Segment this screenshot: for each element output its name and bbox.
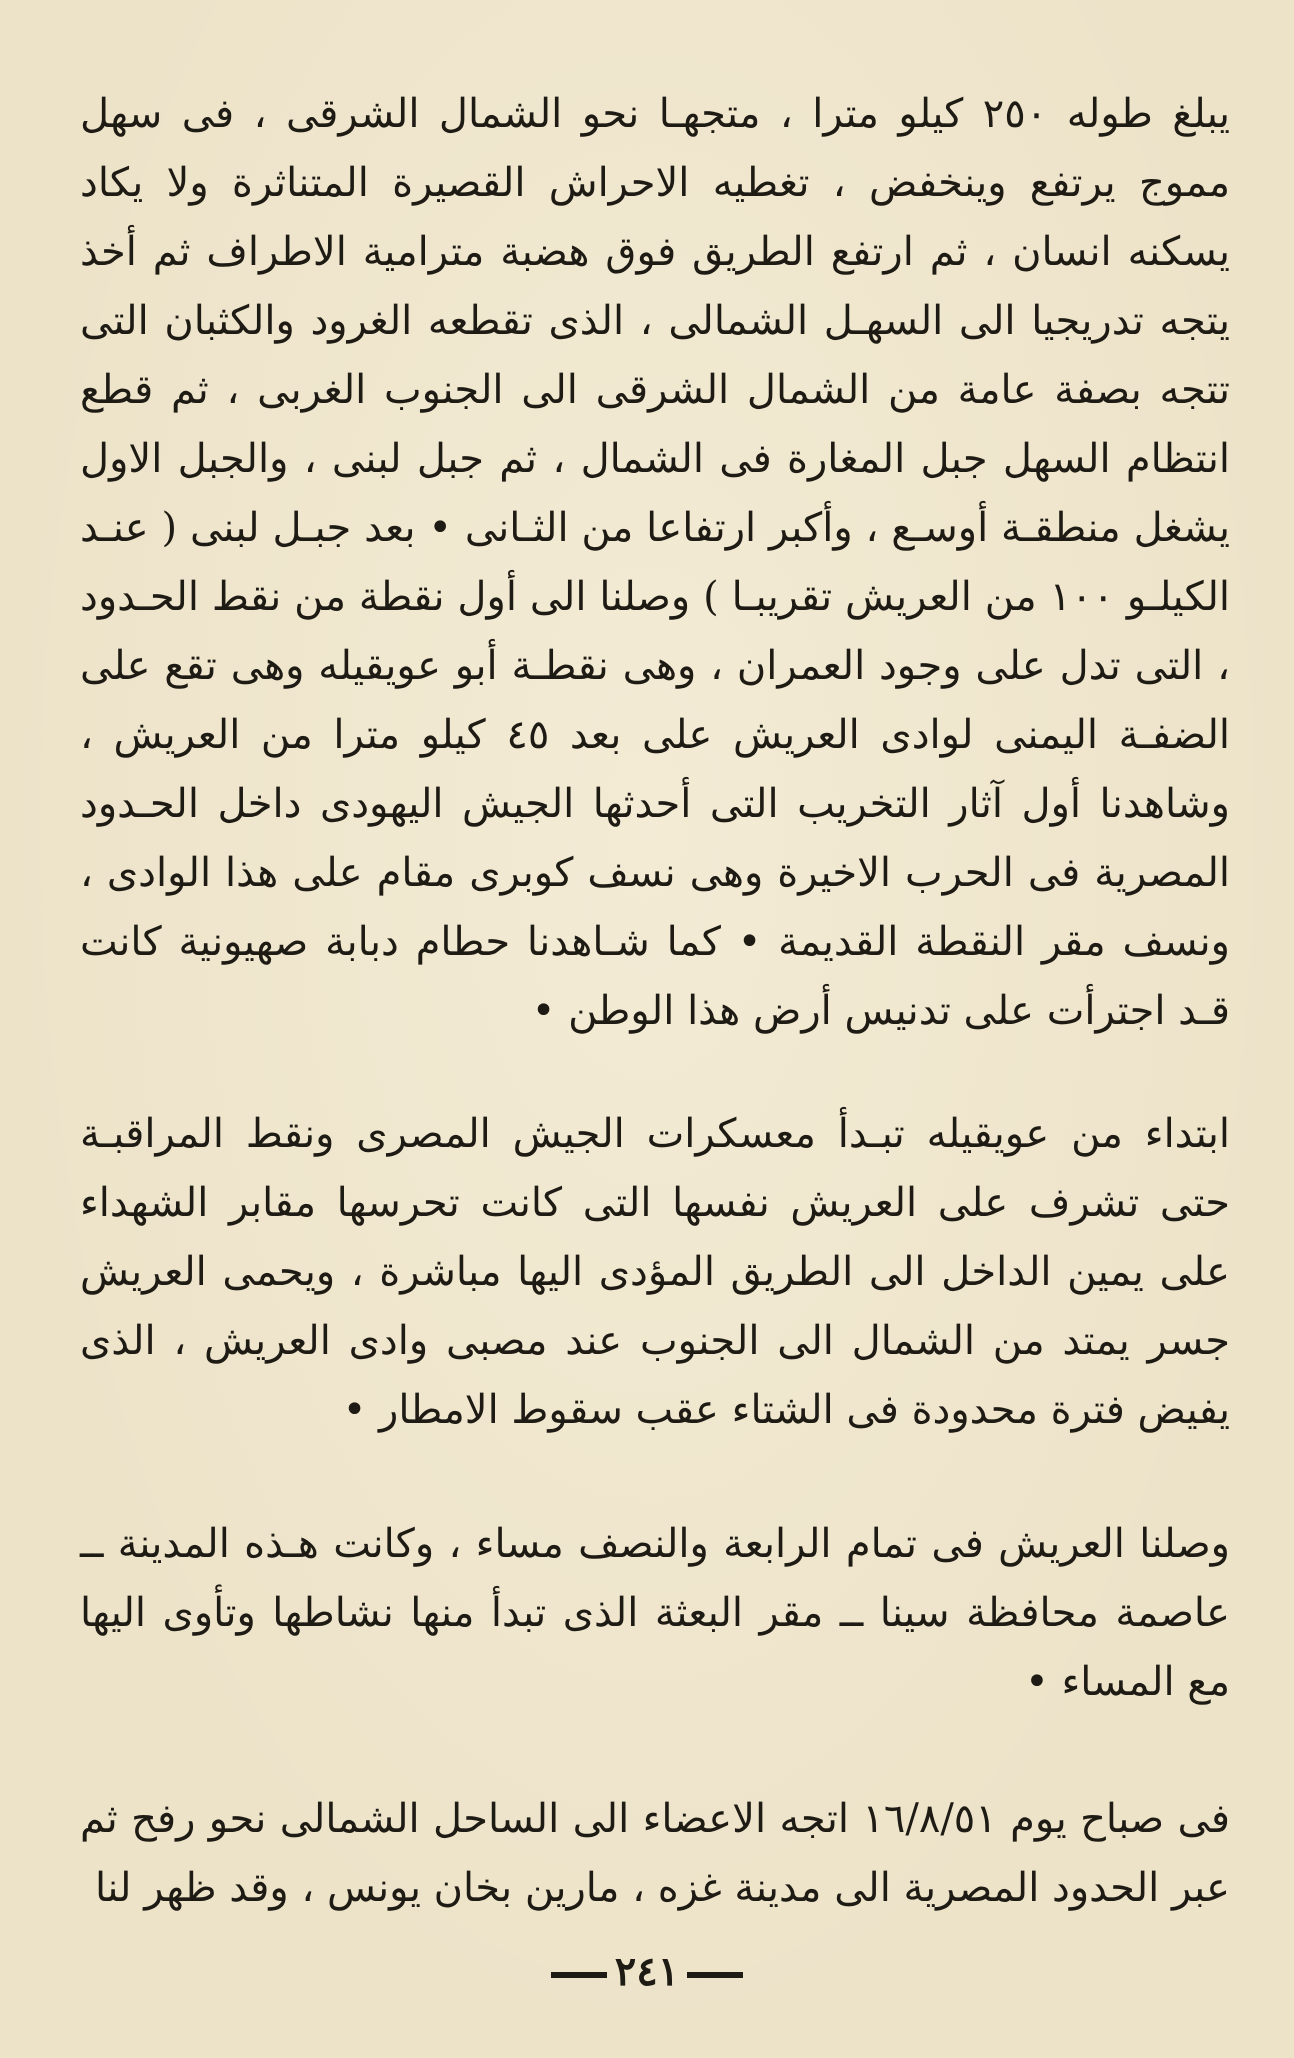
paragraph-3-text: وصلنا العريش فى تمام الرابعة والنصف مساء ، وكانت هـذه المدينة ــ عاصمة محافظة سينا ــ مقر البعثة الذى تبدأ منها نشاطها وتأوى اليها مع المساء • <box>80 1521 1230 1705</box>
dash-left <box>687 1972 743 1978</box>
paragraph-2 <box>80 1100 1230 1445</box>
paragraph-1 <box>80 80 1230 1046</box>
paragraph-1-text: يبلغ طوله ٢٥٠ كيلو مترا ، متجهـا نحو الشمال الشرقى ، فى سهل مموج يرتفع وينخفض ، تغطيه الاحراش القصيرة المتناثرة ولا يكاد يسكنه انسان ، ثم ارتفع الطريق فوق هضبة مترامية الاطراف ثم أخذ يتجه تدريجيا الى السهـل الشمالى ، الذى تقطعه الغرود والكثبان التى تتجه بصفة عامة من الشمال الشرقى الى الجنوب الغربى ، ثم قطع انتظام السهل جبل المغارة فى الشمال ، ثم جبل لبنى ، والجبل الاول يشغل منطقـة أوسـع ، وأكبر ارتفاعا من الثـانى • بعد جبـل لبنى ( عنـد الكيلـو ١٠٠ من العريش تقريبـا ) وصلنا الى أول نقطة من نقط الحـدود ، التى تدل على وجود العمران ، وهى نقطـة أبو عويقيله وهى تقع على الضفـة اليمنى لوادى العريش على بعد ٤٥ كيلو مترا من العريش ، وشاهدنا أول آثار التخريب التى أحدثها الجيش اليهودى داخل الحـدود المصرية فى الحرب الاخيرة وهى نسف كوبرى مقام على هذا الوادى ، ونسف مقر النقطة القديمة • كما شـاهدنا حطام دبابة صهيونية كانت قـد اجترأت على تدنيس أرض هذا الوطن • <box>80 91 1230 1034</box>
page-number-text: ٢٤١ <box>614 1948 680 1995</box>
paragraph-4-text: فى صباح يوم ١٦/٨/٥١ اتجه الاعضاء الى الساحل الشمالى نحو رفح ثم عبر الحدود المصرية الى مدينة غزه ، مارين بخان يونس ، وقد ظهر لنا <box>80 1796 1230 1911</box>
dash-right <box>551 1972 607 1978</box>
page-number <box>0 1948 1294 1995</box>
paragraph-2-text: ابتداء من عويقيله تبـدأ معسكرات الجيش المصرى ونقط المراقبـة حتى تشرف على العريش نفسها التى كانت تحرسها مقابر الشهداء على يمين الداخل الى الطريق المؤدى اليها مباشرة ، ويحمى العريش جسر يمتد من الشمال الى الجنوب عند مصبى وادى العريش ، الذى يفيض فترة محدودة فى الشتاء عقب سقوط الامطار • <box>80 1111 1230 1433</box>
paragraph-3 <box>80 1510 1230 1717</box>
paragraph-4 <box>80 1785 1230 1923</box>
